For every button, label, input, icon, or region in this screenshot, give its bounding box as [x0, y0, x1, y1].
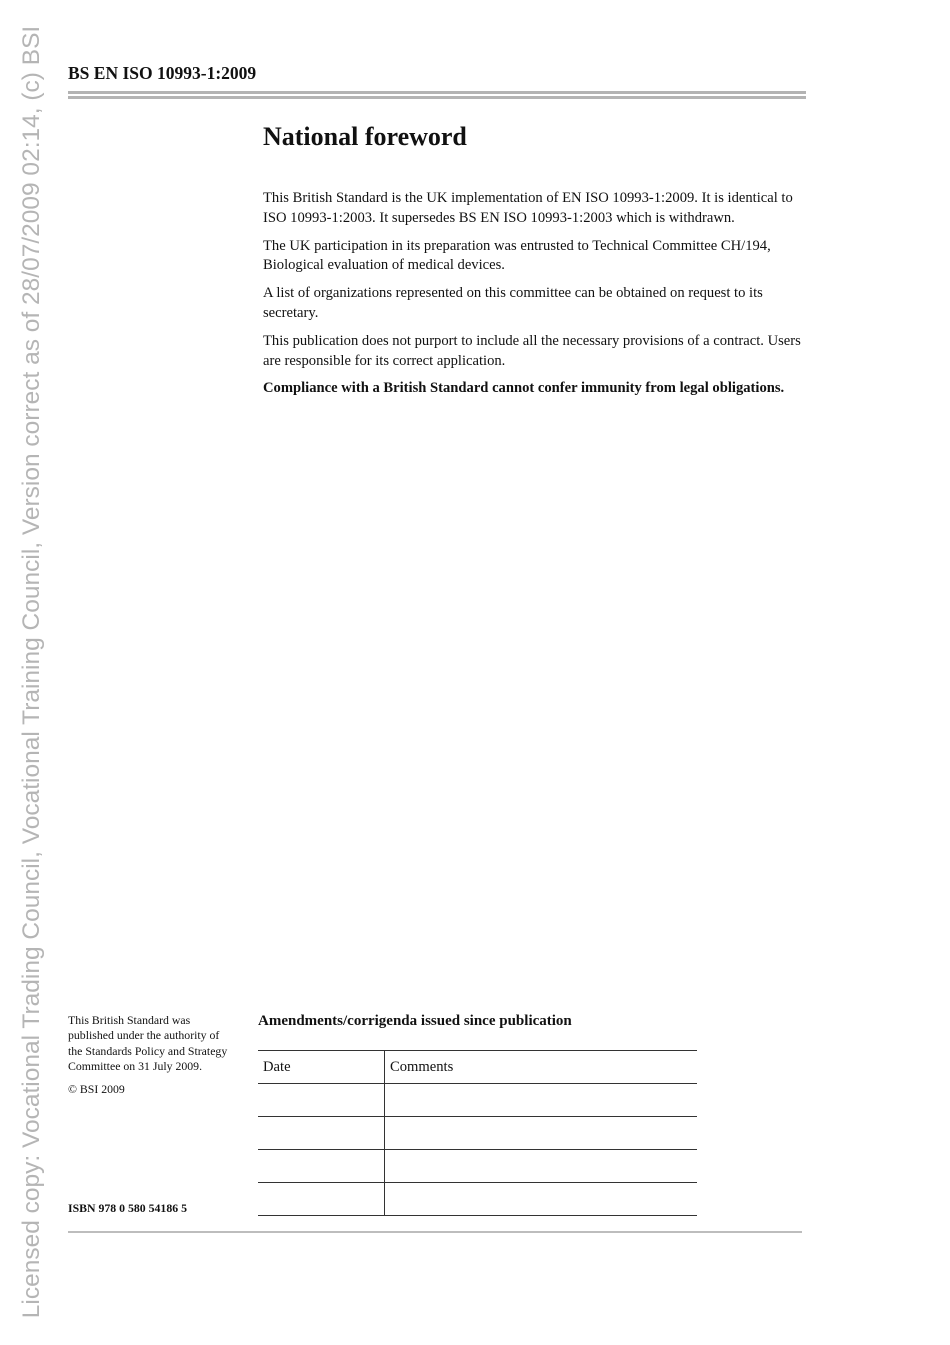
publication-info	[68, 1013, 233, 1104]
comments-cell	[385, 1183, 698, 1216]
amendments-heading: Amendments/corrigenda issued since publication	[258, 1013, 572, 1029]
compliance-notice: Compliance with a British Standard cannot confer immunity from legal obligations.	[263, 380, 785, 397]
publication-statement: This British Standard was published under the authority of the Standards Policy and Strategy Committee on 31 July 2009.	[68, 1013, 228, 1074]
date-cell	[258, 1084, 385, 1117]
comments-cell	[385, 1084, 698, 1117]
foreword-paragraph: This British Standard is the UK implementation of EN ISO 10993-1:2009. It is identical to ISO 10993-1:2003. It supersedes BS EN ISO 10993-1:2003 which is withdrawn.	[263, 190, 793, 226]
isbn: ISBN 978 0 580 54186 5	[68, 1201, 187, 1215]
table-row	[258, 1183, 697, 1216]
foreword-paragraph: A list of organizations represented on this committee can be obtained on request to its secretary.	[263, 285, 763, 321]
table-row	[258, 1117, 697, 1150]
comments-cell	[385, 1117, 698, 1150]
header-rule	[68, 91, 806, 94]
page-title: National foreword	[263, 122, 467, 151]
amendments-table	[258, 1050, 697, 1216]
comments-cell	[385, 1150, 698, 1183]
column-header-date: Date	[258, 1051, 385, 1084]
table-row	[258, 1084, 697, 1117]
foreword-paragraph: The UK participation in its preparation was entrusted to Technical Committee CH/194, Biological evaluation of medical devices.	[263, 237, 771, 274]
date-cell	[258, 1183, 385, 1216]
table-row	[258, 1150, 697, 1183]
date-cell	[258, 1150, 385, 1183]
foreword-paragraph: This publication does not purport to include all the necessary provisions of a contract. Users are responsible for its correct application.	[263, 332, 801, 369]
copyright-notice: © BSI 2009	[68, 1081, 125, 1096]
table-header-row	[258, 1051, 697, 1084]
document-id: BS EN ISO 10993-1:2009	[68, 63, 257, 83]
date-cell	[258, 1117, 385, 1150]
foreword-body	[263, 189, 808, 407]
watermark-text: Licensed copy: Vocational Trading Council, Vocational Training Council, Version correct as of 28/07/2009 02:14, (c) BSI	[18, 25, 45, 1319]
license-watermark	[0, 0, 60, 1345]
column-header-comments: Comments	[385, 1051, 698, 1084]
header-rule-secondary	[68, 96, 806, 99]
footer-rule	[68, 1231, 802, 1233]
